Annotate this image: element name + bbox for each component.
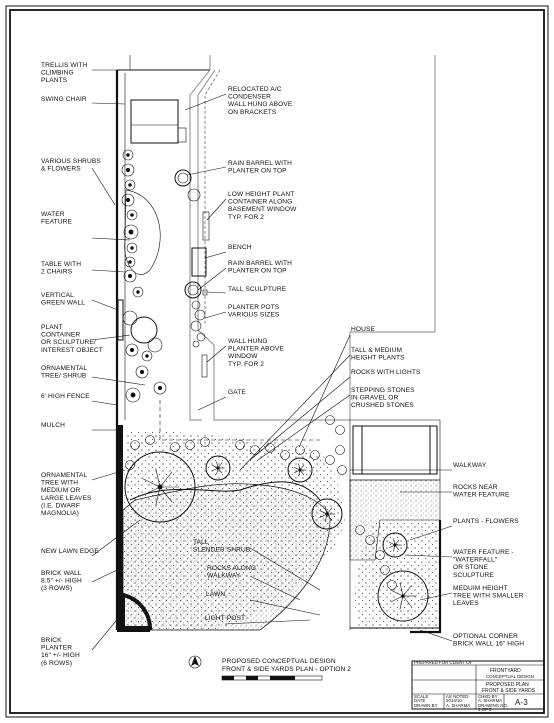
- label-bench: BENCH: [228, 244, 252, 251]
- shrub-center: [145, 354, 149, 358]
- scale-value: AS NOTED: [446, 694, 469, 699]
- drawn-value: A. SHARMA: [446, 703, 471, 708]
- rain-barrels: [175, 170, 201, 298]
- shrub-center: [126, 168, 130, 172]
- label-ac: RELOCATED A/C CONDENSER WALL HUNG ABOVE ON BRACKETS: [228, 86, 293, 116]
- label-walkway: WALKWAY: [453, 462, 487, 469]
- label-rocks-walkway: ROCKS ALONG WALKWAY: [207, 565, 257, 580]
- label-planter-pots: PLANTER POTS VARIOUS SIZES: [228, 304, 280, 319]
- leader-line: [187, 167, 226, 175]
- swing-chair: [131, 100, 186, 143]
- shrub-center: [129, 230, 134, 235]
- label-mulch: MULCH: [41, 422, 65, 429]
- rock: [326, 456, 335, 465]
- label-plant-container: PLANT CONTAINER OR SCULPTURE/ INTEREST OBJECT: [41, 324, 103, 354]
- plants-flowers-bed: [355, 520, 440, 630]
- low-plant-container: [203, 212, 209, 240]
- wall-hung-planter: [202, 355, 207, 377]
- label-brick-planter: BRICK PLANTER 16" +/- HIGH (6 ROWS): [41, 637, 80, 667]
- leader-line: [205, 252, 226, 258]
- rock: [336, 426, 345, 435]
- label-lawn: LAWN: [206, 591, 226, 598]
- shrubs-side-yard: [122, 150, 166, 402]
- label-rain-barrel-2: RAIN BARREL WITH PLANTER ON TOP: [228, 260, 293, 275]
- leader-line: [205, 312, 226, 318]
- sheet-title-2: FRONT & SIDE YARDS: [482, 688, 536, 694]
- leader-line: [92, 401, 117, 405]
- shrub-center: [126, 153, 130, 157]
- shrub-center: [130, 213, 134, 217]
- label-ornamental-shrub: ORNAMENTAL TREE/ SHRUB: [41, 365, 88, 380]
- sheet-title-1: PROPOSED PLAN: [486, 682, 529, 688]
- leader-line: [92, 335, 130, 340]
- leader-line: [92, 300, 118, 310]
- planter-pot: [197, 333, 205, 341]
- leader-line: [207, 199, 226, 220]
- shrub-center: [131, 393, 136, 398]
- tree-trunk: [393, 543, 396, 546]
- shrub-center: [158, 386, 162, 390]
- label-waterfall: WATER FEATURE -"WATERFALL" OR STONE SCULPTURE: [453, 549, 514, 579]
- label-light-post: LIGHT POST: [205, 615, 246, 622]
- shrub-center: [140, 370, 144, 374]
- scale-label: SCALE: [414, 694, 429, 699]
- label-wall-hung: WALL HUNG PLANTER ABOVE WINDOW TYP. FOR 2: [228, 338, 284, 368]
- label-swing-chair: SWING CHAIR: [41, 96, 87, 103]
- shrub-center: [128, 183, 132, 187]
- leader-line: [198, 268, 226, 290]
- leader-line: [207, 292, 226, 293]
- label-green-wall: VERTICAL GREEN WALL: [41, 292, 85, 307]
- shrub-center: [126, 198, 130, 202]
- rock: [336, 446, 345, 455]
- leader-line: [92, 103, 125, 104]
- label-tall-slender: TALL SLENDER SHRUB: [193, 539, 251, 554]
- drawn-label: DRAWN BY: [414, 703, 438, 708]
- plan-title-line-2: FRONT & SIDE YARDS PLAN - OPTION 2: [222, 666, 352, 673]
- rock: [338, 466, 347, 475]
- shrub-center: [128, 260, 132, 264]
- label-low-plant: LOW HEIGHT PLANT CONTAINER ALONG BASEMENT WINDOW TYP. FOR 2: [228, 191, 297, 221]
- tree-trunk: [216, 466, 219, 469]
- label-plants-flowers: PLANTS - FLOWERS: [453, 518, 519, 525]
- label-ornamental-tree: ORNAMENTAL TREE WITH MEDIUM OR LARGE LEAVES (I.E. DWARF MAGNOLIA): [41, 472, 92, 517]
- prepared-for: PREPARED FOR CLIENT OF: [414, 660, 473, 665]
- sheet-count: 3 OF 5: [478, 707, 492, 712]
- checked-value: A. SHARMA: [478, 698, 503, 703]
- label-medium-tree: MEDUIM HEIGHT TREE WITH SMALLER LEAVES: [453, 585, 524, 608]
- shrub-center: [130, 246, 134, 250]
- label-house: HOUSE: [351, 326, 375, 333]
- leader-line: [198, 397, 226, 410]
- walkway-steps: [353, 426, 437, 474]
- planter-pot: [192, 301, 200, 309]
- label-rain-barrel-1: RAIN BARREL WITH PLANTER ON TOP: [228, 160, 293, 175]
- drawing-no-label: DRAWING NO.: [478, 703, 509, 708]
- label-corner-wall: OPTIONAL CORNER BRICK WALL 16" HIGH: [453, 633, 525, 648]
- title-block: [412, 660, 544, 712]
- label-tall-medium: TALL & MEDIUM HEIGHT PLANTS: [351, 347, 405, 362]
- date-value: 2014/10: [446, 698, 462, 703]
- date-label: DATE: [414, 698, 426, 703]
- leader-line: [92, 377, 145, 385]
- label-stepping: STEPPING STONES IN GRAVEL OR CRUSHED STONES: [351, 387, 415, 410]
- north-arrow: [189, 656, 201, 668]
- shrub-center: [136, 290, 140, 294]
- bench: [192, 248, 206, 276]
- label-brick-wall: BRICK WALL 8.5" +/- HIGH (3 ROWS): [41, 570, 82, 593]
- label-water-feature: WATER FEATURE: [41, 211, 72, 226]
- project-sub: CONCEPTUAL DESIGN: [486, 674, 534, 679]
- walkway-bed: [350, 420, 440, 480]
- label-table: TABLE WITH 2 CHAIRS: [41, 261, 82, 276]
- label-gate: GATE: [228, 389, 246, 396]
- leader-line: [92, 270, 125, 272]
- shrub-center: [130, 348, 134, 352]
- scale-bar: [222, 676, 322, 680]
- label-tall-sculpture: TALL SCULPTURE: [228, 286, 287, 293]
- planter-pot: [191, 321, 201, 331]
- planter-pot: [195, 310, 205, 320]
- leader-line: [92, 168, 115, 205]
- plan-title-block: [189, 656, 351, 680]
- leader-line: [92, 570, 117, 582]
- shrub-center: [128, 274, 132, 278]
- leader-line: [207, 346, 226, 362]
- label-rocks-lights: ROCKS WITH LIGHTS: [351, 369, 421, 376]
- tree-trunk: [298, 468, 301, 471]
- tree-trunk: [401, 594, 405, 598]
- checked-label: CHKD BY: [478, 694, 498, 699]
- tree-trunk: [158, 485, 163, 490]
- label-rocks-near: ROCKS NEAR WATER FEATURE: [453, 484, 510, 499]
- plan-title-line-1: PROPOSED CONCEPTUAL DESIGN: [222, 658, 336, 665]
- tree-trunk: [325, 512, 328, 515]
- label-trellis: TRELLIS WITH CLIMBING PLANTS: [41, 62, 88, 85]
- project-name: FRONTYARD: [490, 668, 521, 674]
- label-shrubs: VARIOUS SHRUBS & FLOWERS: [41, 158, 101, 173]
- label-fence: 6' HIGH FENCE: [41, 393, 90, 400]
- table-with-chairs: [123, 311, 162, 352]
- planter-pot: [193, 341, 199, 347]
- leader-line: [300, 335, 350, 445]
- sheet-number: A-3: [515, 698, 528, 707]
- lawn-area: [123, 484, 330, 630]
- green-wall: [118, 300, 123, 340]
- leader-line: [92, 238, 130, 240]
- label-lawn-edge: NEW LAWN EDGE: [41, 548, 99, 555]
